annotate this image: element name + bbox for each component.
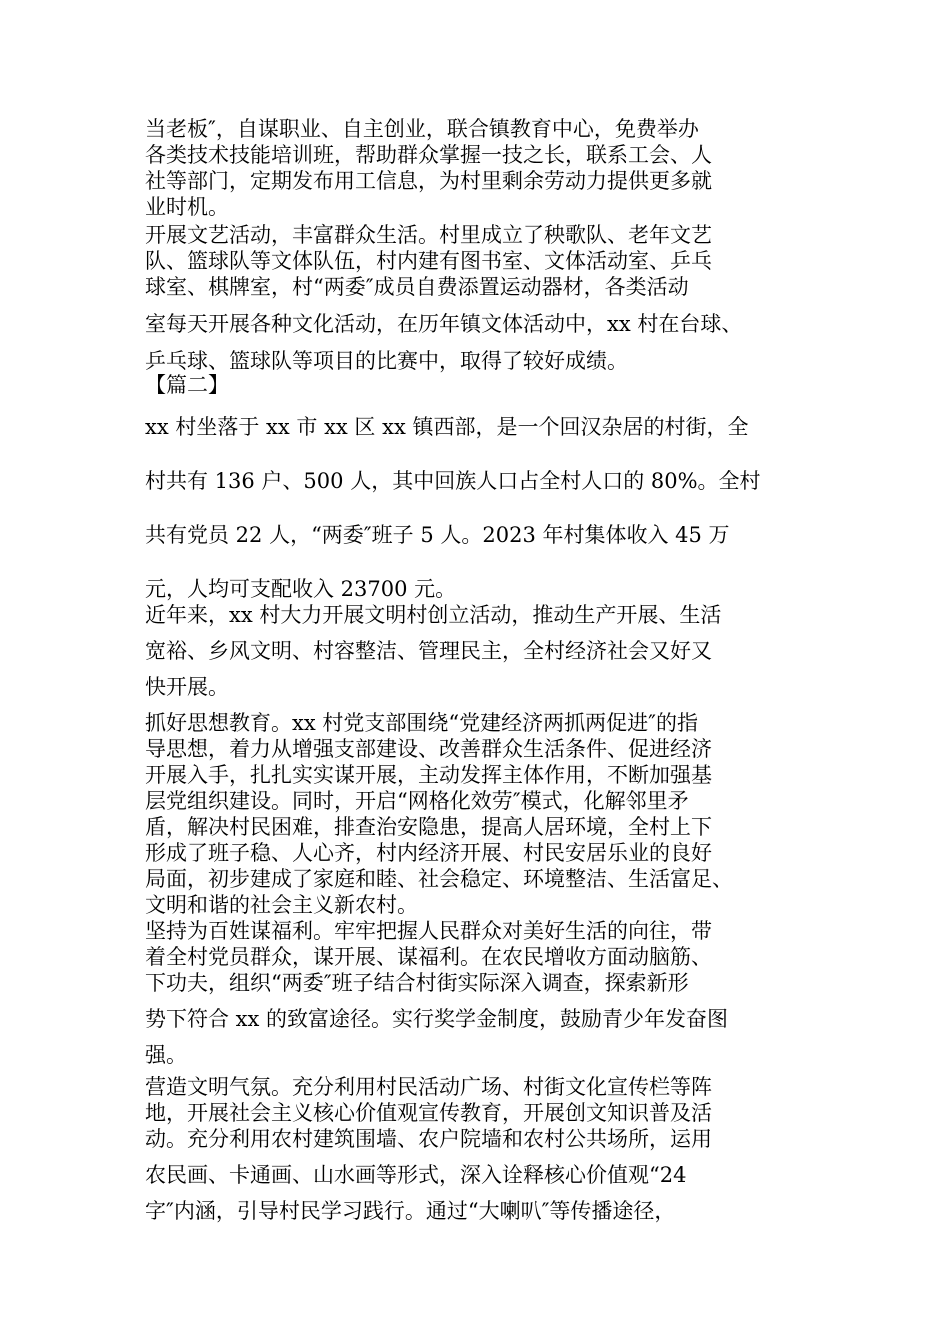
paragraph-ideological-education [145, 710, 835, 918]
text-line: 室每天开展各种文化活动，在历年镇文体活动中，xx 村在台球、 [145, 312, 743, 336]
text-line: 地，开展社会主义核心价值观宣传教育，开展创文知识普及活 [145, 1101, 712, 1125]
text-line: 快开展。 [145, 675, 229, 699]
text-line: xx 村坐落于 xx 市 xx 区 xx 镇西部，是一个回汉杂居的村街，全 [145, 415, 749, 439]
paragraph-employment [145, 116, 835, 220]
text-line: 当老板″，自谋职业、自主创业，联合镇教育中心，免费举办 [145, 117, 699, 141]
text-line: 共有党员 22 人，“两委″班子 5 人。2023 年村集体收入 45 万 [145, 523, 730, 547]
text-line: 宽裕、乡风文明、村容整洁、管理民主，全村经济社会又好又 [145, 639, 712, 663]
text-line: 字″内涵，引导村民学习践行。通过“大喇叭″等传播途径， [145, 1199, 676, 1223]
text-line: 抓好思想教育。xx 村党支部围绕“党建经济两抓两促进″的指 [145, 711, 698, 735]
text-line: 势下符合 xx 的致富途径。实行奖学金制度，鼓励青少年发奋图 [145, 1007, 729, 1031]
text-line: 开展文艺活动，丰富群众生活。村里成立了秧歌队、老年文艺 [145, 223, 712, 247]
text-line: 下功夫，组织“两委″班子结合村街实际深入调查，探索新形 [145, 971, 689, 995]
text-line: 局面，初步建成了家庭和睦、社会稳定、环境整洁、生活富足、 [145, 867, 733, 891]
text-line: 业时机。 [145, 195, 229, 219]
text-line: 营造文明气氛。充分利用村民活动广场、村街文化宣传栏等阵 [145, 1075, 712, 1099]
text-line: 文明和谐的社会主义新农村。 [145, 893, 418, 917]
text-line: 球室、棋牌室，村“两委″成员自费添置运动器材，各类活动 [145, 275, 689, 299]
text-line: 开展入手，扎扎实实谋开展，主动发挥主体作用，不断加强基 [145, 763, 712, 787]
paragraph-civilized-atmosphere [145, 1074, 835, 1224]
text-line: 农民画、卡通画、山水画等形式，深入诠释核心价值观“24 [145, 1163, 687, 1187]
text-line: 队、篮球队等文体队伍，村内建有图书室、文体活动室、乒乓 [145, 249, 712, 273]
section-heading-text: 【篇二】 [145, 373, 229, 397]
text-line: 导思想，着力从增强支部建设、改善群众生活条件、促进经济 [145, 737, 712, 761]
text-line: 动。充分利用农村建筑围墙、农户院墙和农村公共场所，运用 [145, 1127, 712, 1151]
text-line: 元，人均可支配收入 23700 元。 [145, 577, 457, 601]
text-line: 盾，解决村民困难，排查治安隐患，提高人居环境，全村上下 [145, 815, 712, 839]
section-heading [145, 372, 835, 398]
text-line: 近年来，xx 村大力开展文明村创立活动，推动生产开展、生活 [145, 603, 722, 627]
text-line: 层党组织建设。同时，开启“网格化效劳″模式，化解邻里矛 [145, 789, 689, 813]
text-line: 形成了班子稳、人心齐，村内经济开展、村民安居乐业的良好 [145, 841, 712, 865]
text-line: 乒乓球、篮球队等项目的比赛中，取得了较好成绩。 [145, 349, 628, 373]
paragraph-welfare [145, 918, 835, 1068]
text-line: 社等部门，定期发布用工信息，为村里剩余劳动力提供更多就 [145, 169, 712, 193]
text-line: 村共有 136 户、500 人，其中回族人口占全村人口的 80%。全村 [145, 469, 761, 493]
text-line: 强。 [145, 1043, 187, 1067]
text-line: 着全村党员群众，谋开展、谋福利。在农民增收方面动脑筋、 [145, 945, 712, 969]
text-line: 各类技术技能培训班，帮助群众掌握一技之长，联系工会、人 [145, 143, 712, 167]
text-line: 坚持为百姓谋福利。牢牢把握人民群众对美好生活的向往，带 [145, 919, 712, 943]
paragraph-cultural-activities [145, 222, 835, 374]
paragraph-village-overview [145, 400, 835, 616]
paragraph-civilized-village [145, 602, 835, 700]
